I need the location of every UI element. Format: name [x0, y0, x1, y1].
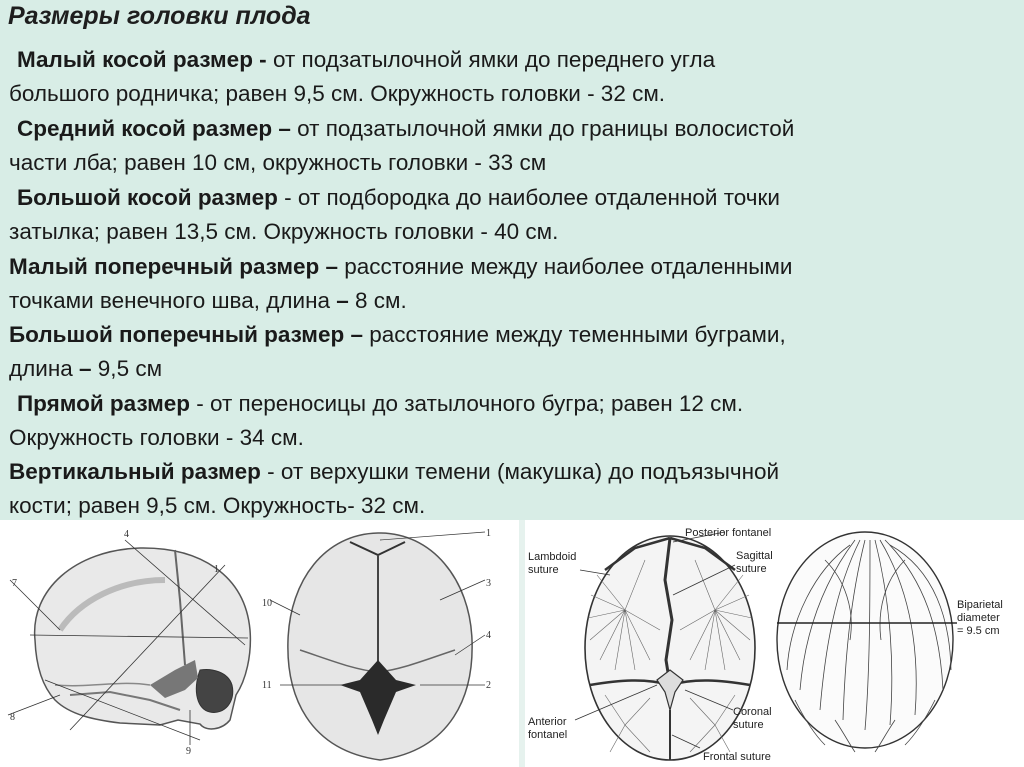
continuation: большого родничка; равен 9,5 см. Окружность головки - 32 см.	[9, 81, 666, 106]
label-sagittal-1: Sagittal	[736, 550, 773, 562]
label-11: 11	[262, 680, 272, 691]
label-2: 2	[486, 680, 491, 691]
label-1-left: 1	[214, 564, 219, 575]
label-lambdoid-1: Lambdoid	[528, 551, 577, 563]
figure-panel	[0, 520, 1024, 767]
label-biparietal-1: Biparietal	[957, 599, 1003, 611]
term: Средний косой размер –	[17, 116, 291, 141]
continuation: затылка; равен 13,5 см. Окружность головки - 40 см.	[9, 219, 559, 244]
definition: от подзатылочной ямки до границы волосистой	[290, 116, 795, 141]
label-4-left: 4	[124, 529, 129, 540]
term: Малый косой размер -	[17, 47, 267, 72]
label-frontal-suture: Frontal suture	[703, 751, 771, 763]
label-10: 10	[262, 598, 272, 609]
continuation: Окружность головки - 34 см.	[9, 425, 304, 450]
continuation: точками венечного шва, длина – 8 см.	[9, 288, 407, 313]
label-7: 7	[12, 578, 17, 589]
label-4-right: 4	[486, 630, 491, 641]
label-3: 3	[486, 578, 491, 589]
label-sagittal-2: suture	[736, 563, 767, 575]
definition: - от подбородка до наиболее отдаленной точки	[277, 185, 780, 210]
continuation: части лба; равен 10 см, окружность головки - 33 см	[9, 150, 547, 175]
term: Большой косой размер	[17, 185, 278, 210]
definition: от подзатылочной ямки до переднего угла	[266, 47, 716, 72]
term: Большой поперечный размер –	[9, 322, 363, 347]
skull-hair-view	[777, 532, 957, 752]
label-biparietal-2: diameter	[957, 612, 1000, 624]
continuation: кости; равен 9,5 см. Окружность- 32 см.	[9, 493, 426, 518]
label-anterior-1: Anterior	[528, 716, 567, 728]
label-lambdoid-2: suture	[528, 564, 559, 576]
page-title: Размеры головки плода	[8, 2, 311, 30]
skull-top-view	[270, 532, 485, 760]
label-9: 9	[186, 746, 191, 757]
label-8: 8	[10, 712, 15, 723]
definition: расстояние между наиболее отдаленными	[338, 254, 793, 279]
skull-diagram-numbered	[0, 520, 519, 767]
definition: расстояние между теменными буграми,	[362, 322, 786, 347]
label-coronal-2: suture	[733, 719, 764, 731]
label-coronal-1: Coronal	[733, 706, 772, 718]
term: Прямой размер	[17, 391, 190, 416]
label-1-right: 1	[486, 528, 491, 539]
continuation: длина – 9,5 см	[9, 356, 163, 381]
skull-sutures-view	[585, 536, 755, 760]
term: Малый поперечный размер –	[9, 254, 339, 279]
label-biparietal-3: = 9.5 cm	[957, 625, 1000, 637]
label-posterior-fontanel: Posterior fontanel	[685, 527, 772, 539]
definition: - от переносицы до затылочного бугра; равен 12 см.	[189, 391, 744, 416]
term: Вертикальный размер	[9, 459, 261, 484]
definition: - от верхушки темени (макушка) до подъязычной	[260, 459, 780, 484]
fontanel-suture-diagram	[525, 520, 1024, 767]
label-anterior-2: fontanel	[528, 729, 568, 741]
